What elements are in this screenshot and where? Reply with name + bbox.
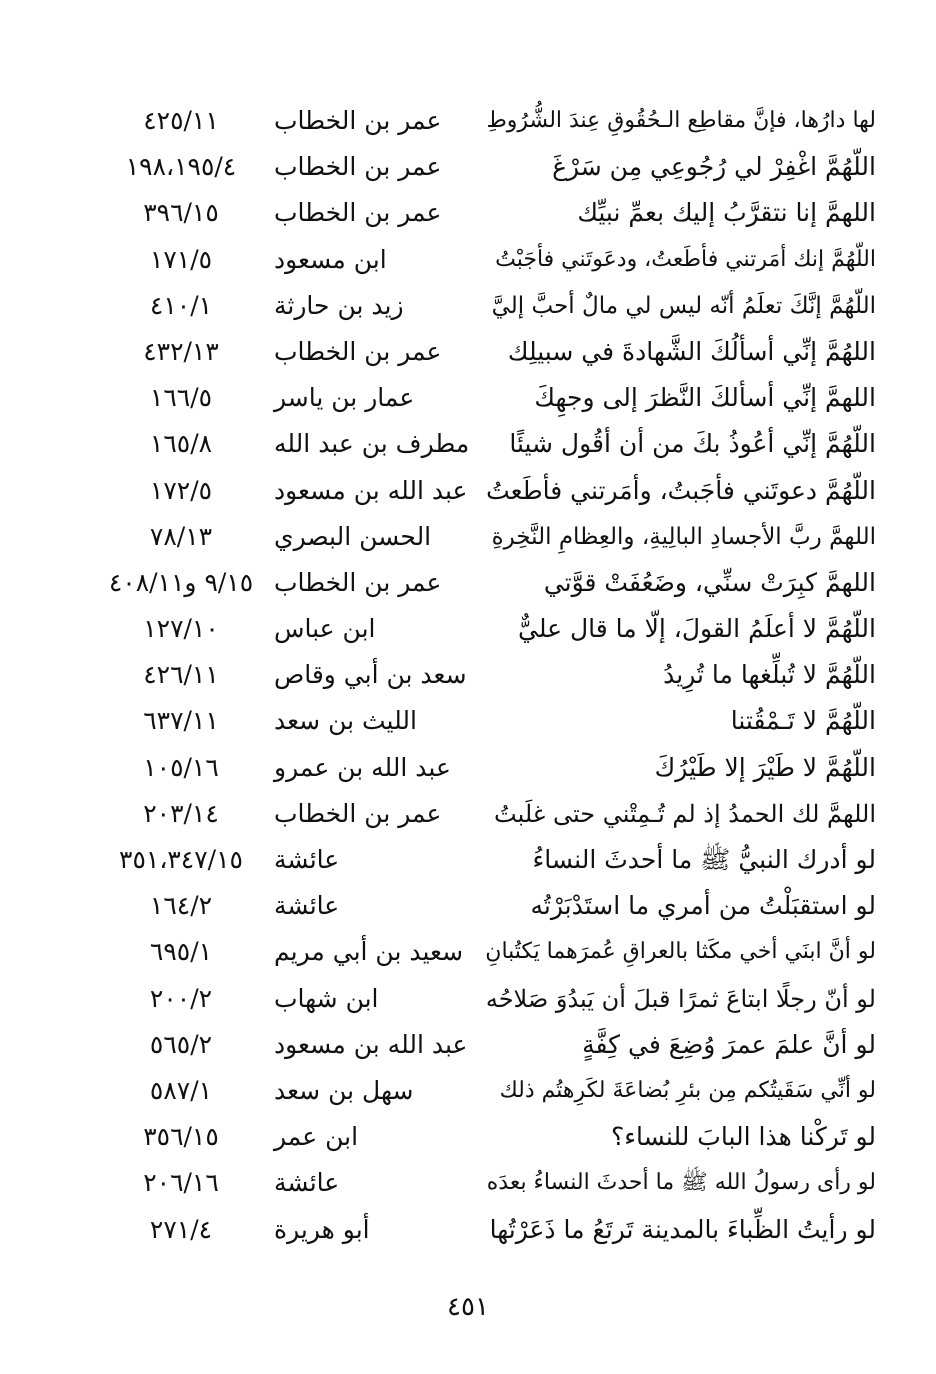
phrase-text: اللّهُمَّ اغْفِرْ لي رُجُوعِي مِن سَرْغَ [552, 152, 876, 182]
volume-page-ref: ٣٥١،٣٤٧/١٥ [119, 845, 243, 874]
narrator-name: سعد بن أبي وقاص [274, 660, 467, 690]
narrator-name: عمر بن الخطاب [274, 198, 442, 228]
index-row [96, 979, 876, 1025]
narrator-name: مطرف بن عبد الله [274, 429, 470, 459]
phrase-text: اللّهُمَّ لا تَـمْقُتنا [730, 706, 876, 736]
index-row [96, 840, 876, 886]
phrase-text: لو أنِّي سَقَيتُكم مِن بئرِ بُضاعَةَ لكَرِهتُم ذلك [499, 1077, 876, 1103]
index-row [96, 1071, 876, 1117]
index-row [96, 932, 876, 978]
index-row [96, 147, 876, 193]
narrator-name: الحسن البصري [274, 521, 432, 551]
volume-page-ref: ٤٣٢/١٣ [143, 336, 219, 366]
volume-page-ref: ٩/١٥ و٤٠٨/١١ [108, 567, 254, 597]
phrase-text: لو أنّ رجلًا ابتاعَ ثمرًا قبلَ أن يَبدُوَ صَلاحُه [485, 984, 876, 1013]
index-row [96, 1163, 876, 1209]
index-row [96, 701, 876, 747]
volume-page-ref: ١٦٥/٨ [149, 429, 213, 459]
index-row [96, 193, 876, 239]
phrase-text: اللهمَّ إنِّي أسألكَ النَّظرَ إلى وجهِكَ [534, 383, 876, 413]
phrase-text: اللهمَّ كبِرَتْ سنِّي، وضَعُفَتْ قوَّتي [543, 567, 876, 597]
index-row [96, 424, 876, 470]
phrase-text: اللّهُمَّ دعوتَني فأجَبتُ، وأمَرتني فأطَعتُ [486, 475, 876, 505]
volume-page-ref: ٦٣٧/١١ [143, 706, 219, 736]
index-row [96, 655, 876, 701]
phrase-text: لو أدرك النبيُّ ﷺ ما أحدثَ النساءُ [532, 845, 876, 874]
index-row [96, 1117, 876, 1163]
volume-page-ref: ٣٥٦/١٥ [143, 1122, 219, 1152]
phrase-text: اللّهُمَّ لا أعلَمُ القولَ، إلّا ما قال عليٌّ [518, 614, 876, 644]
phrase-text: اللّهُمَّ إنِّي أعُوذُ بكَ من أن أقُول شيئًا [509, 429, 876, 459]
volume-page-ref: ٧٨/١٣ [149, 521, 213, 551]
volume-page-ref: ١٠٥/١٦ [143, 752, 219, 782]
narrator-name: عمر بن الخطاب [274, 336, 442, 366]
volume-page-ref: ١٢٧/١٠ [143, 614, 219, 644]
phrase-text: اللهمَّ لك الحمدُ إذ لم تُـمِتْني حتى غلَبتُ [494, 799, 876, 828]
narrator-name: ابن عمر [274, 1122, 359, 1152]
index-row [96, 794, 876, 840]
index-row [96, 886, 876, 932]
index-row [96, 378, 876, 424]
index-row [96, 748, 876, 794]
phrase-text: اللهمَّ إنا نتقرَّبُ إليك بعمِّ نبيِّك [577, 198, 876, 228]
narrator-name: زيد بن حارثة [274, 290, 404, 320]
index-row [96, 332, 876, 378]
narrator-name: عمر بن الخطاب [274, 567, 442, 597]
phrase-text: اللهمَّ ربَّ الأجسادِ البالِيةِ، والعِظامِ النَّخِرةِ [491, 523, 876, 550]
volume-page-ref: ٥٨٧/١ [149, 1075, 213, 1105]
index-row [96, 101, 876, 147]
narrator-name: عبد الله بن عمرو [274, 752, 451, 782]
narrator-name: عمار بن ياسر [274, 383, 415, 413]
phrase-text: اللّهُمَّ إنَّكَ تعلَمُ أنّه ليس لي مالٌ أحبَّ إليَّ [491, 292, 876, 319]
index-row [96, 563, 876, 609]
narrator-name: عبد الله بن مسعود [274, 475, 468, 505]
narrator-name: أبو هريرة [274, 1214, 370, 1244]
narrator-name: ابن مسعود [274, 244, 387, 274]
index-row [96, 609, 876, 655]
phrase-text: لو أنَّ علمَ عمرَ وُضِعَ في كِفَّةٍ [582, 1029, 876, 1059]
volume-page-ref: ٤٢٦/١١ [143, 660, 219, 690]
phrase-text: لو استقبَلْتُ من أمري ما استَدْبَرْتُه [530, 891, 876, 921]
phrase-text: اللّهُمَّ لا طَيْرَ إلا طَيْرُكَ [654, 752, 876, 782]
page-number: ٤٥١ [447, 1292, 489, 1322]
volume-page-ref: ١٧٢/٥ [149, 475, 213, 505]
volume-page-ref: ٤٢٥/١١ [143, 106, 219, 135]
narrator-name: عمر بن الخطاب [274, 106, 442, 135]
volume-page-ref: ٢٠٦/١٦ [143, 1168, 219, 1198]
narrator-name: ابن عباس [274, 614, 376, 644]
volume-page-ref: ٢٧١/٤ [149, 1214, 213, 1244]
volume-page-ref: ٤١٠/١ [149, 290, 213, 320]
volume-page-ref: ٥٦٥/٢ [149, 1029, 213, 1059]
volume-page-ref: ١٦٤/٢ [149, 891, 213, 921]
phrase-text: لو رأيتُ الظِّباءَ بالمدينة تَرتَعُ ما ذَعَرْتُها [489, 1214, 876, 1244]
index-row [96, 471, 876, 517]
phrase-text: لو أنَّ ابنَي أخي مكَثا بالعراقِ عُمرَهما يَكتُبانِ [485, 939, 876, 965]
phrase-text: لها دارُها، فإنَّ مقاطِع الـحُقُوقِ عِندَ الشُّرُوطِ [486, 108, 876, 133]
narrator-name: عائشة [274, 891, 340, 921]
index-row [96, 517, 876, 563]
narrator-name: عائشة [274, 1168, 340, 1198]
volume-page-ref: ٢٠٠/٢ [149, 983, 213, 1013]
narrator-name: سعيد بن أبي مريم [274, 937, 464, 967]
narrator-name: الليث بن سعد [274, 706, 417, 736]
narrator-name: ابن شهاب [274, 983, 379, 1013]
volume-page-ref: ١٧١/٥ [149, 244, 213, 274]
narrator-name: عمر بن الخطاب [274, 798, 442, 828]
phrase-text: اللّهُمَّ إنك أمَرتني فأطَعتُ، ودعَوتَني فأجَبْتُ [495, 246, 876, 272]
index-row [96, 1025, 876, 1071]
phrase-text: لو تَركْنا هذا البابَ للنساء؟ [610, 1122, 876, 1152]
narrator-name: عبد الله بن مسعود [274, 1029, 468, 1059]
volume-page-ref: ١٩٨،١٩٥/٤ [125, 152, 237, 182]
volume-page-ref: ٣٩٦/١٥ [143, 198, 219, 228]
narrator-name: عمر بن الخطاب [274, 152, 442, 182]
index-row [96, 286, 876, 332]
narrator-name: سهل بن سعد [274, 1075, 414, 1105]
index-row [96, 1210, 876, 1256]
phrase-text: اللّهُمَّ لا تُبلِّغها ما تُرِيدُ [663, 660, 876, 690]
index-row [96, 240, 876, 286]
phrase-text: اللهُمَّ إنِّي أسألُكَ الشَّهادةَ في سبيلِك [507, 336, 876, 366]
volume-page-ref: ١٦٦/٥ [149, 383, 213, 413]
volume-page-ref: ٦٩٥/١ [149, 937, 213, 967]
index-table [96, 101, 876, 1256]
volume-page-ref: ٢٠٣/١٤ [143, 798, 219, 828]
phrase-text: لو رأى رسولُ الله ﷺ ما أحدثَ النساءُ بعدَه [486, 1170, 876, 1196]
narrator-name: عائشة [274, 845, 340, 874]
